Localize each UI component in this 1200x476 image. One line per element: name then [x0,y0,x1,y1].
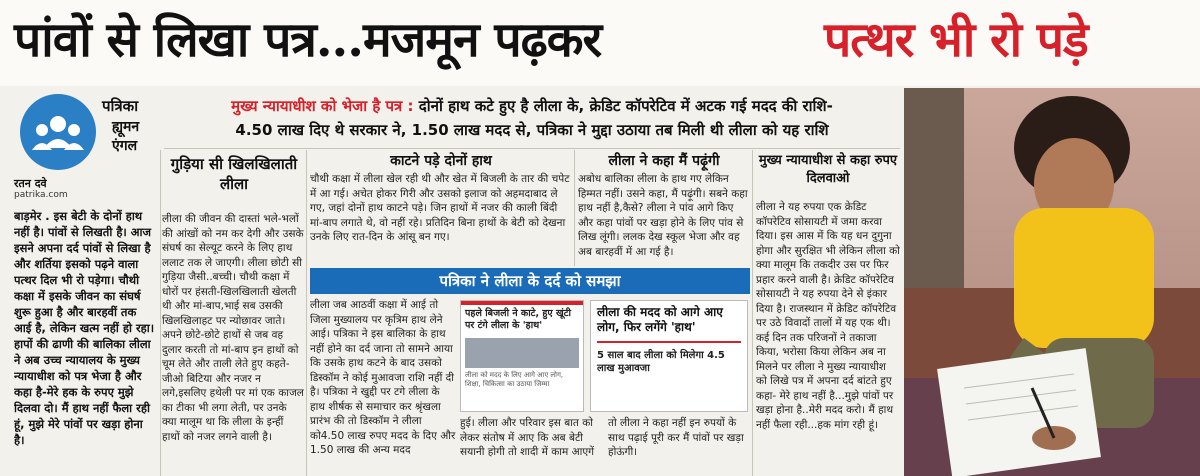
column-heading: लीला ने कहा मैं पढ़ूंगी [608,153,720,169]
brand-name: पत्रिका [102,97,139,115]
banner-text-1: लीला जब आठवीं कक्षा में आई तो जिला मुख्यालय पर कृत्रिम हाथ लेने आई। पत्रिका ने इस बालिका के हाथ नहीं होने का दर्द जाना तो सामने आया कि उसके हाथ कटने के बाद उसको डिस्कॉम ने कोई मुआवजा राशि नहीं दी है। पत्रिका ने खुद्दी पर टगे लीला के हाथ शीर्षक से समाचार कर श्रृंखला प्रारंभ की तो डिस्कॉम ने लीला को4.50 लाख रुपए मदद के दिए और 1.50 लाख की अन्य मदद [310,299,456,456]
divider [306,150,307,476]
sidebar [0,88,160,476]
photo-girl-writing-with-foot [904,88,1200,476]
deck-line1-text: दोनों हाथ कटे हुए है लीला के, क्रेडिट कॉपरेटिव में अटक गई मदद की राशि- [418,97,833,115]
clip-photo [465,338,579,368]
clip-subtitle: 5 साल बाद लीला को मिलेगा 4.5 लाख मुआवजा [597,350,725,374]
clip-title: लीला की मदद को आगे आए लोग, फिर लगेंगे 'हाथ' [597,305,723,334]
banner-text-2: हुई। लीला और परिवार इस बात को लेकर संतोष में आए कि अब बेटी सयानी होगी तो शादी में काम आएगें [460,417,595,458]
section-label [112,118,139,156]
divider [752,150,753,476]
column-body: अबोध बालिका लीला के हाथ गए लेकिन हिम्मत नहीं। उसने कहा, मैं पढ़ूंगी। सबने कहा हाथ नहीं है,कैसे? लीला ने पांव आगे किए और कहा पांवों पर खड़ा होने के लिए पांव से लिख लूंगी। ललक देख स्कूल भेजा और वह अब बारहवीं में आ गई है। [578,173,748,258]
section-label-line1: ह्यूमन [112,119,140,135]
patrika-logo [20,94,96,170]
column-heading: काटने पड़े दोनों हाथ [390,153,492,169]
divider [574,150,575,266]
column-heading: मुख्य न्यायाधीश से कहा रुपए दिलवाओ [758,153,898,186]
deck-line1 [164,94,900,118]
clip-accent-bar [597,341,741,343]
column-body: चौथी कक्षा में लीला खेल रही थी और खेत में बिजली के तार की चपेट में आ गई। अचेत होकर गिरी और उसको इलाज को अहमदाबाद ले गए, जहां दोनों हाथ काटने पड़े। जिन हाथों में नजर की काली बिंदी मां-बाप लगाते थे, वो नहीं रहे। प्रतिदिन बिना हाथों के बेटी को देखना उनके लिए रात-दिन के आंसू बन गए। [310,173,570,243]
deck-lead: मुख्य न्यायाधीश को भेजा है पत्र : [231,97,414,115]
deck-line2: 4.50 लाख दिए थे सरकार ने, 1.50 लाख मदद से, पत्रिका ने मुद्दा उठाया तब मिली थी लीला को यह राशि [235,121,829,139]
clip-subtitle: लीला को मदद के लिए आगे आए लोग, शिक्षा, चिकित्सा का उठाया जिम्मा [465,371,564,388]
site-url: patrika.com [14,190,68,200]
news-clipping [460,300,584,412]
news-clipping [590,300,748,412]
clip-title: पहले बिजली ने काटे, हुए खूंटी पर टंगे लीला के 'हाथ' [465,308,571,331]
column-heading: गुड़िया सी खिलखिलाती लीला [170,155,298,193]
intro-text: बाड़मेर . इस बेटी के दोनों हाथ नहीं है। पांवों से लिखती है। आज इसने अपना दर्द पांवों से लिखा है और शर्तिया इसको पढ़ने वाला पत्थर दिल भी रो पड़ेगा। चौथी कक्षा में इसके जीवन का संघर्ष शुरू हुआ है और बारहवीं तक आई है, लेकिन खत्म नहीं हो रहा। हापों की ढाणी की बालिका लीला ने अब उच्च न्यायालय के मुख्य न्यायाधीश को पत्र भेजा है और कहा है-मेरे हक के रुपए मुझे दिलवा दो। मैं हाथ नहीं फैला रही हूं, मुझे मेरे पांवों पर खड़ा होना है। [14,209,155,447]
column-body: लीला ने यह रुपया एक क्रेडिट कॉपरेटिव सोसायटी में जमा करवा दिया। इस आस में कि यह धन दुगुना होगा और सुरक्षित भी लेकिन लीला को क्या मालूम कि तकदीर उस पर फिर प्रहार करने वाली है। क्रेडिट कॉपरेटिव सोसायटी ने यह रुपया देने से इंकार दिया है। राजस्थान में क्रेडिट कॉपरेटिव पर उठे विवादों तालों में यह एक थी। कई दिन तक परिजनों ने तकाजा किया, भरोसा किया लेकिन अब ना मिलने पर लीला ने मुख्य न्यायाधीश को लिखे पत्र में अपना दर्द बांटते हुए कहा- मेरे हाथ नहीं है...मुझे पांवों पर खड़ा होना है..मेरी मदद करो। मैं हाथ नहीं फैला रही...हक मांग रही हूं। [756,201,900,431]
column-body: लीला की जीवन की दास्तां भले-भलों की आंखों को नम कर देगी और उसके संघर्ष का सेल्यूट करने के लिए हाथ ललाट तक ले जाएगी। लीला छोटी सी गुड़िया जैसी..बच्ची। चौथी कक्षा में धोरों पर हंसती-खिलखिलाती खेलती थी और मां-बाप,भाई सब उसकी खिलखिलाहट पर न्योछावर जाते। अपने छोटे-छोटे हाथों से जब वह दुलार करती तो मां-बाप इन हाथों को चूम लेते और ताली लेते हुए कहते-जीओ बिटिया और नजर न लगे,इसलिए हथेली पर मां एक काजल का टीका भी लगा लेती, पर उनके क्या मालूम था कि लीला के इन्हीं हाथों को नजर लगने वाली है। [162,213,304,443]
section-label-line2: एंगल [112,138,138,154]
headline-strip [0,0,1200,86]
section-banner: पत्रिका ने लीला के दर्द को समझा [310,268,750,294]
headline-accent: पत्थर भी रो पड़े [824,12,1088,68]
headline-main: पांवों से लिखा पत्र...मजमून पढ़कर [14,12,602,68]
people-icon [20,94,96,170]
byline: रतन दवे [14,177,47,190]
banner-text-3: तो लीला ने कहा नहीं इन रुपयों के साथ पढ़ाई पूरी कर मैं पांवों पर खड़ा होऊंगी। [608,417,744,458]
divider [160,150,161,476]
deck [164,94,900,146]
divider [164,148,900,149]
